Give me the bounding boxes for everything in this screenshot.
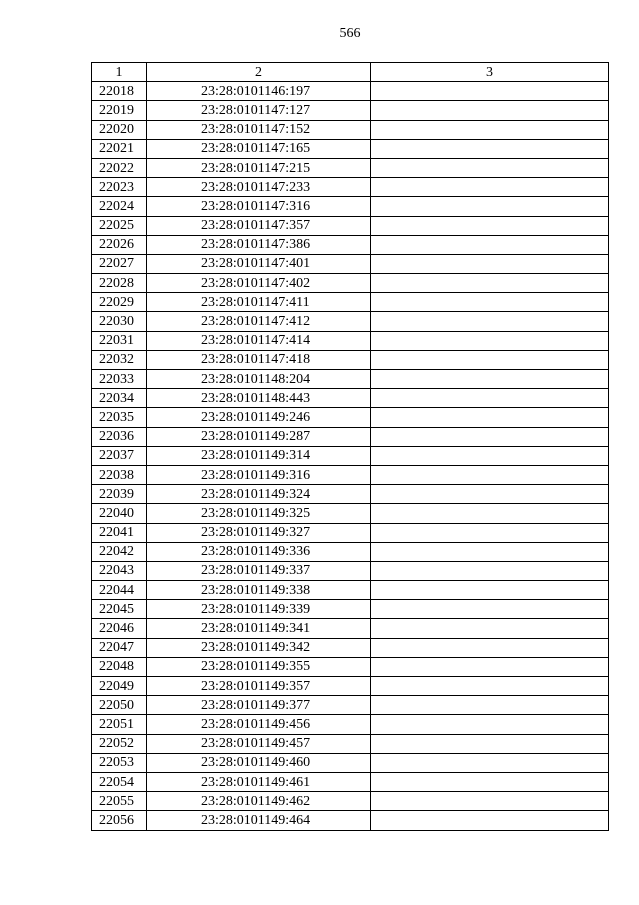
table-row — [92, 427, 609, 446]
row-number-cell: 22030 — [92, 312, 147, 331]
cadastral-number-cell: 23:28:0101149:338 — [147, 581, 371, 600]
cadastral-number-cell: 23:28:0101147:127 — [147, 101, 371, 120]
note-cell — [371, 581, 609, 600]
note-cell — [371, 677, 609, 696]
row-number-cell: 22037 — [92, 446, 147, 465]
cadastral-number-cell: 23:28:0101149:457 — [147, 734, 371, 753]
cadastral-number-cell: 23:28:0101149:460 — [147, 753, 371, 772]
note-cell — [371, 178, 609, 197]
note-cell — [371, 235, 609, 254]
table-row — [92, 274, 609, 293]
table-row — [92, 792, 609, 811]
table-row — [92, 158, 609, 177]
cadastral-number-cell: 23:28:0101147:386 — [147, 235, 371, 254]
row-number-cell: 22022 — [92, 158, 147, 177]
cadastral-number-cell: 23:28:0101149:316 — [147, 465, 371, 484]
table-row — [92, 216, 609, 235]
note-cell — [371, 350, 609, 369]
cadastral-number-cell: 23:28:0101149:357 — [147, 677, 371, 696]
table-row — [92, 811, 609, 830]
row-number-cell: 22018 — [92, 82, 147, 101]
cadastral-number-cell: 23:28:0101147:418 — [147, 350, 371, 369]
cadastral-number-cell: 23:28:0101147:152 — [147, 120, 371, 139]
header-col-3: 3 — [371, 63, 609, 82]
note-cell — [371, 772, 609, 791]
table-row — [92, 293, 609, 312]
table-row — [92, 178, 609, 197]
table-row — [92, 139, 609, 158]
row-number-cell: 22034 — [92, 389, 147, 408]
cadastral-number-cell: 23:28:0101149:339 — [147, 600, 371, 619]
note-cell — [371, 619, 609, 638]
cadastral-number-cell: 23:28:0101149:337 — [147, 561, 371, 580]
note-cell — [371, 485, 609, 504]
cadastral-number-cell: 23:28:0101149:342 — [147, 638, 371, 657]
table-row — [92, 485, 609, 504]
row-number-cell: 22029 — [92, 293, 147, 312]
table-row — [92, 753, 609, 772]
table-row — [92, 523, 609, 542]
note-cell — [371, 197, 609, 216]
cadastral-number-cell: 23:28:0101149:462 — [147, 792, 371, 811]
cadastral-number-cell: 23:28:0101147:402 — [147, 274, 371, 293]
registry-table — [91, 62, 609, 831]
cadastral-number-cell: 23:28:0101147:316 — [147, 197, 371, 216]
cadastral-number-cell: 23:28:0101149:287 — [147, 427, 371, 446]
table-row — [92, 312, 609, 331]
row-number-cell: 22052 — [92, 734, 147, 753]
row-number-cell: 22038 — [92, 465, 147, 484]
table-row — [92, 677, 609, 696]
cadastral-number-cell: 23:28:0101146:197 — [147, 82, 371, 101]
header-row — [92, 63, 609, 82]
note-cell — [371, 389, 609, 408]
row-number-cell: 22045 — [92, 600, 147, 619]
table-row — [92, 235, 609, 254]
row-number-cell: 22044 — [92, 581, 147, 600]
note-cell — [371, 312, 609, 331]
cadastral-number-cell: 23:28:0101149:336 — [147, 542, 371, 561]
header-col-2: 2 — [147, 63, 371, 82]
row-number-cell: 22049 — [92, 677, 147, 696]
row-number-cell: 22019 — [92, 101, 147, 120]
cadastral-number-cell: 23:28:0101149:461 — [147, 772, 371, 791]
note-cell — [371, 542, 609, 561]
row-number-cell: 22035 — [92, 408, 147, 427]
cadastral-number-cell: 23:28:0101148:204 — [147, 370, 371, 389]
table-row — [92, 370, 609, 389]
note-cell — [371, 216, 609, 235]
table-header — [92, 63, 609, 82]
row-number-cell: 22025 — [92, 216, 147, 235]
row-number-cell: 22028 — [92, 274, 147, 293]
note-cell — [371, 293, 609, 312]
note-cell — [371, 82, 609, 101]
note-cell — [371, 427, 609, 446]
row-number-cell: 22046 — [92, 619, 147, 638]
note-cell — [371, 600, 609, 619]
note-cell — [371, 638, 609, 657]
row-number-cell: 22032 — [92, 350, 147, 369]
note-cell — [371, 504, 609, 523]
table-row — [92, 696, 609, 715]
note-cell — [371, 657, 609, 676]
row-number-cell: 22056 — [92, 811, 147, 830]
row-number-cell: 22047 — [92, 638, 147, 657]
note-cell — [371, 139, 609, 158]
cadastral-number-cell: 23:28:0101149:341 — [147, 619, 371, 638]
note-cell — [371, 370, 609, 389]
cadastral-number-cell: 23:28:0101147:411 — [147, 293, 371, 312]
table-row — [92, 101, 609, 120]
row-number-cell: 22023 — [92, 178, 147, 197]
row-number-cell: 22027 — [92, 254, 147, 273]
table-row — [92, 561, 609, 580]
row-number-cell: 22036 — [92, 427, 147, 446]
note-cell — [371, 792, 609, 811]
table-row — [92, 600, 609, 619]
table-row — [92, 350, 609, 369]
note-cell — [371, 523, 609, 542]
row-number-cell: 22031 — [92, 331, 147, 350]
row-number-cell: 22051 — [92, 715, 147, 734]
cadastral-number-cell: 23:28:0101149:327 — [147, 523, 371, 542]
table-row — [92, 504, 609, 523]
note-cell — [371, 465, 609, 484]
row-number-cell: 22053 — [92, 753, 147, 772]
cadastral-number-cell: 23:28:0101149:355 — [147, 657, 371, 676]
table-row — [92, 619, 609, 638]
row-number-cell: 22020 — [92, 120, 147, 139]
note-cell — [371, 715, 609, 734]
table-row — [92, 331, 609, 350]
cadastral-number-cell: 23:28:0101149:325 — [147, 504, 371, 523]
table-row — [92, 254, 609, 273]
table-row — [92, 197, 609, 216]
row-number-cell: 22041 — [92, 523, 147, 542]
header-col-1: 1 — [92, 63, 147, 82]
page-number: 566 — [339, 26, 361, 41]
note-cell — [371, 274, 609, 293]
table-row — [92, 389, 609, 408]
note-cell — [371, 811, 609, 830]
row-number-cell: 22042 — [92, 542, 147, 561]
row-number-cell: 22043 — [92, 561, 147, 580]
row-number-cell: 22040 — [92, 504, 147, 523]
row-number-cell: 22026 — [92, 235, 147, 254]
table-row — [92, 408, 609, 427]
cadastral-number-cell: 23:28:0101148:443 — [147, 389, 371, 408]
table-row — [92, 542, 609, 561]
row-number-cell: 22033 — [92, 370, 147, 389]
table-row — [92, 465, 609, 484]
cadastral-number-cell: 23:28:0101149:314 — [147, 446, 371, 465]
table-row — [92, 657, 609, 676]
cadastral-number-cell: 23:28:0101149:377 — [147, 696, 371, 715]
row-number-cell: 22050 — [92, 696, 147, 715]
row-number-cell: 22024 — [92, 197, 147, 216]
table-row — [92, 638, 609, 657]
note-cell — [371, 101, 609, 120]
note-cell — [371, 408, 609, 427]
cadastral-number-cell: 23:28:0101149:324 — [147, 485, 371, 504]
note-cell — [371, 734, 609, 753]
table-row — [92, 446, 609, 465]
note-cell — [371, 331, 609, 350]
row-number-cell: 22055 — [92, 792, 147, 811]
row-number-cell: 22054 — [92, 772, 147, 791]
cadastral-number-cell: 23:28:0101149:464 — [147, 811, 371, 830]
table-row — [92, 772, 609, 791]
row-number-cell: 22021 — [92, 139, 147, 158]
table-row — [92, 82, 609, 101]
cadastral-number-cell: 23:28:0101149:246 — [147, 408, 371, 427]
table-row — [92, 715, 609, 734]
cadastral-number-cell: 23:28:0101147:215 — [147, 158, 371, 177]
row-number-cell: 22039 — [92, 485, 147, 504]
cadastral-number-cell: 23:28:0101147:357 — [147, 216, 371, 235]
cadastral-number-cell: 23:28:0101147:412 — [147, 312, 371, 331]
note-cell — [371, 561, 609, 580]
row-number-cell: 22048 — [92, 657, 147, 676]
cadastral-number-cell: 23:28:0101147:401 — [147, 254, 371, 273]
table-row — [92, 120, 609, 139]
cadastral-number-cell: 23:28:0101147:414 — [147, 331, 371, 350]
note-cell — [371, 696, 609, 715]
cadastral-number-cell: 23:28:0101147:165 — [147, 139, 371, 158]
note-cell — [371, 120, 609, 139]
cadastral-number-cell: 23:28:0101147:233 — [147, 178, 371, 197]
table-row — [92, 734, 609, 753]
note-cell — [371, 158, 609, 177]
table-row — [92, 581, 609, 600]
note-cell — [371, 254, 609, 273]
cadastral-number-cell: 23:28:0101149:456 — [147, 715, 371, 734]
table-body — [92, 82, 609, 830]
note-cell — [371, 753, 609, 772]
note-cell — [371, 446, 609, 465]
